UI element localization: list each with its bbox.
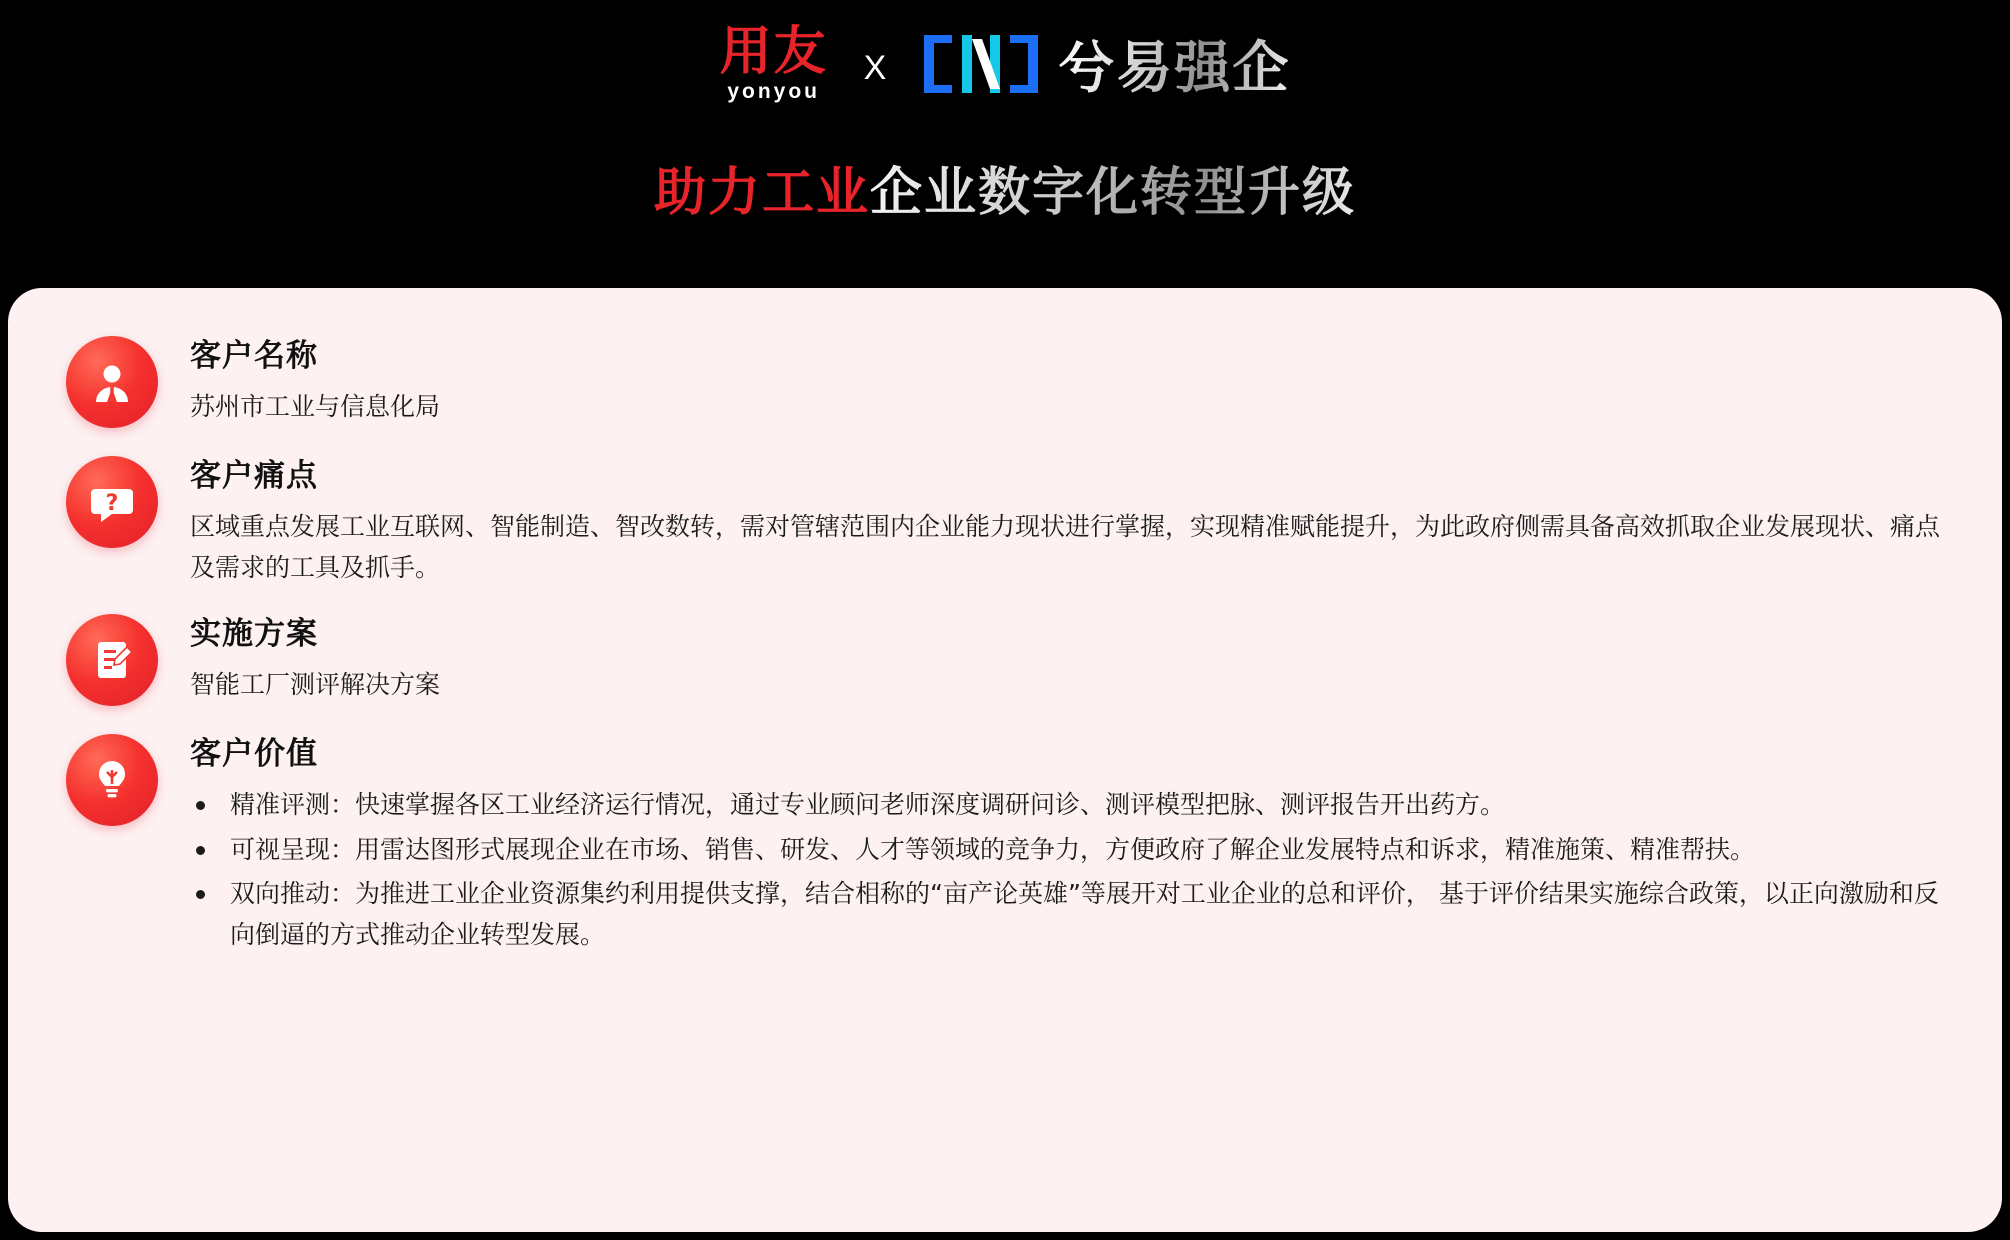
icon-wrap bbox=[64, 612, 160, 708]
cross-separator: X bbox=[863, 48, 887, 87]
yonyou-logo bbox=[719, 22, 828, 103]
content-card bbox=[8, 288, 2002, 1232]
customer-avatar-icon bbox=[66, 336, 158, 428]
list-item: 双向推动：为推进工业企业资源集约利用提供支撑，结合相称的“亩产论英雄”等展开对工业企业的总和评价， 基于评价结果实施综合政策，以正向激励和反向倒逼的方式推动企业转型发展。 bbox=[190, 874, 1946, 955]
logo-row bbox=[720, 14, 1291, 114]
section-customer-name bbox=[64, 326, 1946, 430]
section-body bbox=[190, 446, 1946, 588]
section-text: 智能工厂测评解决方案 bbox=[190, 670, 441, 699]
lightbulb-icon bbox=[66, 734, 158, 826]
bracket-ai-mark-icon bbox=[922, 31, 1040, 97]
section-title: 实施方案 bbox=[190, 616, 318, 652]
question-bubble-icon bbox=[66, 456, 158, 548]
yonyou-logo-en: yonyou bbox=[727, 80, 820, 103]
page-header bbox=[0, 0, 2010, 270]
section-pain-points bbox=[64, 446, 1946, 588]
page-title-rest: 企业数字化转型升级 bbox=[870, 163, 1357, 223]
section-text: 苏州市工业与信息化局 bbox=[190, 392, 441, 421]
section-body bbox=[190, 724, 1946, 959]
partner-logo bbox=[922, 24, 1290, 104]
list-item: 可视呈现：用雷达图形式展现企业在市场、销售、研发、人才等领域的竞争力，方便政府了解企业发展特点和诉求，精准施策、精准帮扶。 bbox=[190, 830, 1946, 871]
section-customer-value bbox=[64, 724, 1946, 959]
section-text: 区域重点发展工业互联网、智能制造、智改数转，需对管辖范围内企业能力现状进行掌握，实现精准赋能提升，为此政府侧需具备高效抓取企业发展现状、痛点及需求的工具及抓手。 bbox=[190, 512, 1941, 582]
section-body bbox=[190, 604, 1946, 706]
yonyou-logo-cn: 用友 bbox=[719, 22, 828, 82]
icon-wrap bbox=[64, 732, 160, 828]
list-item: 精准评测：快速掌握各区工业经济运行情况，通过专业顾问老师深度调研问诊、测评模型把脉、测评报告开出药方。 bbox=[190, 785, 1946, 826]
section-body bbox=[190, 326, 1946, 428]
section-title: 客户名称 bbox=[190, 338, 318, 374]
icon-wrap bbox=[64, 334, 160, 430]
document-edit-icon bbox=[66, 614, 158, 706]
customer-value-list bbox=[190, 785, 1946, 955]
section-implementation-plan bbox=[64, 604, 1946, 708]
svg-text:?: ? bbox=[105, 491, 119, 516]
section-title: 客户痛点 bbox=[190, 458, 318, 494]
page-title-highlight: 助力工业 bbox=[653, 163, 870, 223]
partner-name: 兮易强企 bbox=[1058, 24, 1290, 104]
section-title: 客户价值 bbox=[190, 736, 318, 772]
icon-wrap bbox=[64, 454, 160, 550]
page-title bbox=[654, 150, 1356, 225]
